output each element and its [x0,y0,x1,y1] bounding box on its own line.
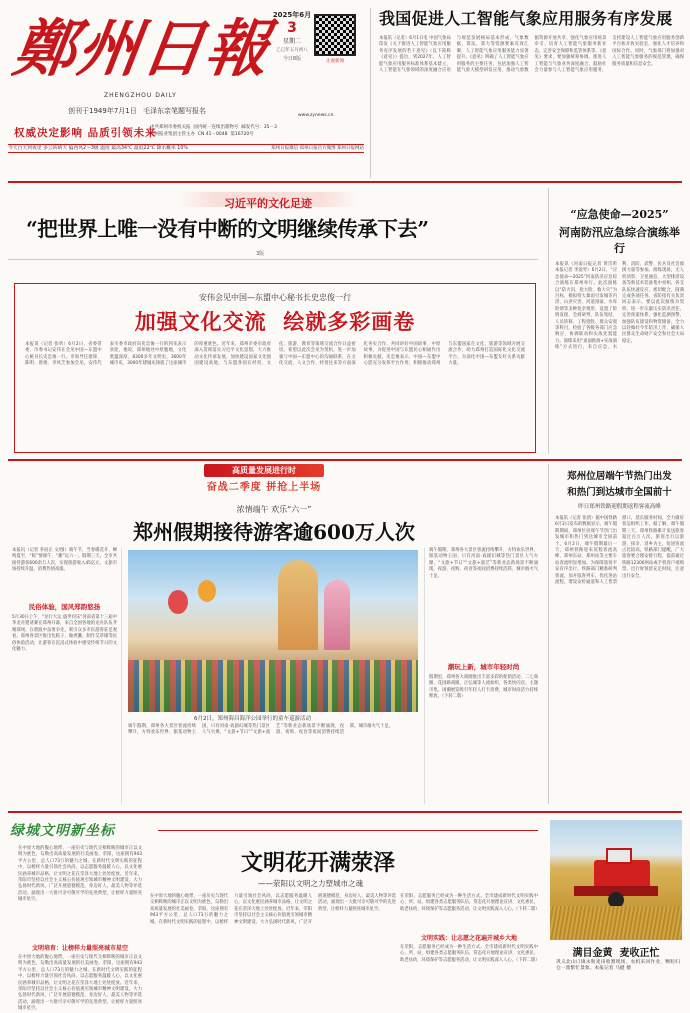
feature1-headline[interactable]: “把世界上唯一没有中断的文明继续传承下去” [26,217,429,241]
meeting-text: 本报讯（记者 张昕）6月2日，省委常委、市委书记安伟在会见中国—东盟中心秘书长史忠俊一行。市领导任建锋、陈明、唐俊、李风芝参加会见。安伟代表市委市政府向史忠俊一行的到来表示欢迎，他说，郑州地处中原腹地，文化底蕴深厚，8300多年文明史、3600年城市史、3000年建城史铸就了这座城市的厚重底色。近年来，郑州市委市政府深入贯彻落实习近平文化思想，大力推动文化传承发展，加快建设国家文化强国建设高地，与东盟各国在经贸、文化、旅游、教育等领域交流合作日益密切。希望以此次会见为契机，进一步加强与中国—东盟中心的沟通联系，在文化交流、人文合作、经贸往来等方面深化务实合作，共同讲好中国故事、中原故事，为促进中国与东盟民心相通作出积极贡献。史忠俊表示，中国—东盟中心愿充分发挥平台作用，积极推动郑州与东盟国家在文化、旅游等领域开展交流合作，助力郑州打造国际化文化交流平台，为深化中国—东盟友好关系贡献力量。 [25,342,525,367]
feature3-column-text: 绿城文明新坐标 [10,823,115,839]
pages: 今日8版 [282,56,302,62]
castle-tower-shape [278,560,318,650]
feature3-right [400,894,538,990]
feature2-banner-text: 高质量发展进行时 [232,466,296,475]
divider-mid [8,459,682,461]
top-story [370,8,684,178]
feature2-text4: 假期里，郑州各大商圈推出丰富多彩的促销活动，二七商圈、花园路商圈、正弘城等人流如织，各类快闪店、主题市集、国潮展览吸引年轻人打卡消费，城市时尚活力持续释放。（下转二版） [429,675,538,700]
feature2-banner [204,464,324,477]
side2-headline2[interactable]: 和热门到达城市全国前十 [567,487,672,498]
feature1-jump: 3版 [256,251,265,257]
publisher-info [150,125,364,138]
issue-number: 第16720号 [230,131,254,137]
founded [68,106,206,116]
publisher: 中共郑州市委机关报 [150,125,191,130]
harvest-caption-title: 满目金黄 麦收正忙 [572,948,660,959]
date-block [270,10,314,62]
feature1-kicker-text: 习近平的文化足迹 [224,197,312,210]
feature3 [8,814,682,1012]
top-story-title[interactable]: 我国促进人工智能气象应用服务有序发展 [379,9,673,28]
side2-text: 本报讯（记者 张倩）据中国铁路6月2日发布的数据显示，端午假期期间，郑州位居端午节热门出发城市和热门到达城市全国前十。6月2日，端午假期最后一天，郑州铁路迎来返程客流高峰，郑州东站、郑州站等主要车站客流明显增加。为保障旅客平安有序出行，铁路部门精准研判客流，加开临客列车，优化进站流程，增设安检通道和人工售票窗口，延长服务时间，全力做好客运组织工作。据了解，端午假期三天，郑州铁路累计发送旅客超过百万人次，旅客出行以旅游、探亲、返乡为主，短途客流占比较高。铁路部门提醒，广大旅客要合理安排行程，提前通过铁路12306网站或手机客户端购票，出行时预留充足时间，注意出行安全。 [555,516,684,586]
feature3-sub1: 文明培育：让榜样力量照亮城市星空 [31,945,128,952]
meeting-box [14,283,536,453]
harvester-cab-shape [606,848,632,864]
issn: 国内统一连续出版物号 [193,125,239,130]
qr-code-icon [314,14,356,56]
feature2-text: 本报讯（记者 李居正 文/图）端午节，当春暖花开、蝉鸣夏至，“粽”情端午、“趣”玩六一。假期三天，全市共接待游客600余万人次，实现旅游收入45亿元，文旅市场持续升温，消费热情高涨。 [12,548,117,573]
feature2-kicker: 浓情端午 欢乐“六一” [236,505,312,514]
balloon-shape [168,590,188,614]
feature3-headline[interactable]: 文明花开满荥泽 [240,850,395,876]
feature2-text2: 5月30日上午，“龙行大运 盛世同乐”河南省第十三届中华龙舟邀请赛在郑州开幕，来自全国各地的龙舟队伍齐聚郑州，在碧波中奋勇争先，吸引众多市民游客驻足观看。郑州各景区推出包粽子、做香囊、制作艾草锤等民俗体验活动，让游客在沉浸式体验中感受传统节日的文化魅力。 [12,615,117,653]
divider-bottom [8,811,682,813]
cn-number: CN 41－0048 [197,131,228,137]
info-bar [8,144,364,153]
social-text: 郑州日报微信 郑州日报官方微博 郑州日报网站 [271,146,364,151]
feature3-rule [158,830,538,831]
slogan: 权威决定影响 品质引领未来 [14,127,157,139]
feature2-right [424,548,538,804]
feature3-subhead: ——荥阳以文明之力塑城市之魂 [258,879,363,888]
side1-headline1[interactable]: “应急使命—2025” [570,208,669,221]
feature3-column-tag [10,820,160,842]
side2 [548,464,684,804]
tourism-photo [128,550,418,712]
side2-subhead: 昨日郑州铁路迎假期返程客流高峰 [578,504,661,510]
feature3-text-cont: 在中原大地的腹心地带，一座历史与现代交相辉映的城市正以文明为底色，勾勒出高质量发展的壮美画卷。荥阳，这座拥有943平方公里、总人口73万的魅力之城，在新时代文明实践的征程中，以榜样力量引领社会风尚，以志愿服务温暖人心，以文化惠民涵养城市品格，让文明之花在荥泽大地上处处绽放。近年来，荥阳市坚持以社会主义核心价值观引领城市精神文明建设，大力弘扬时代新风，广泛开展道德模范、身边好人、最美人物等评选活动，涌现出一大批可亲可敬可学的先进典型，让榜样力量照亮城市星空。 [18,955,142,1012]
feature3-text2: 在荥阳，志愿服务已经成为一种生活方式。全市建成新时代文明实践中心、所、站，组建各类志愿服务队伍，常态化开展理论宣讲、文化惠民、助老扶幼、环境保护等志愿服务活动，让文明实践深入人心。（下转二版） [400,945,540,963]
publisher2: 郑州报业集团主管主办 [150,131,195,137]
feature1-kicker [178,192,358,210]
feature2-sub2: 潮玩上新，城市年轻时尚 [447,663,520,671]
feature3-sub2: 文明实践：让志愿之花遍开城乡大地 [420,935,517,942]
meeting-subtitle: 安伟会见中国—东盟中心秘书长史忠俊一行 [199,293,351,302]
feature2-banner-sub: 奋战二季度 拼抢上半场 [206,482,322,493]
logo-en: ZHENGZHOU DAILY [104,92,177,99]
feature2-text-right: 端午假期，郑州各大景区客流持续攀升，方特欢乐世界、银基动物王国、只有河南·戏剧幻城等热门景区人气火爆，“文旅+节日”“文旅+演艺”等新业态新场景不断涌现，夜游、夜购、夜食等夜间消费持续活跃，城市烟火气十足。 [429,548,538,579]
harvest-caption: 巩义北山口镇永和麦田收割现场，农机来回作业，颗粒归仓一派繁忙景象。本报记者 马健 摄 [556,960,680,972]
lunar: 乙巳年五月初八 [276,48,308,53]
wheat-field-shape [550,906,682,940]
harvest-photo [550,820,682,940]
meeting-headline[interactable]: 加强文化交流 绘就多彩画卷 [134,309,416,334]
balloon-shape-2 [198,580,216,602]
weather-text: 今天白天到夜里 多云转晴天 偏西风2～3级 温度 最高34℃ 最低22℃ 降水概率 10% [8,146,188,151]
feature2-text3: 端午假期，郑州各大景区客流持续攀升，方特欢乐世界、银基动物王国、只有河南·戏剧幻城等热门景区人气火爆，“文旅+节日”“文旅+演艺”等新业态新场景不断涌现，夜游、夜购、夜食等夜间消费持续活跃，城市烟火气十足。 [128,724,393,736]
feature2-sub1: 民俗体验，国风郑韵悠扬 [28,603,101,611]
site[interactable]: www.zynews.cn [298,113,334,118]
feature2-headline[interactable]: 郑州假期接待游客逾600万人次 [133,520,415,544]
feature2-left [12,548,122,804]
feature3-text: 在中原大地的腹心地带，一座历史与现代交相辉映的城市正以文明为底色，勾勒出高质量发展的壮美画卷。荥阳，这座拥有943平方公里、总人口73万的魅力之城，在新时代文明实践的征程中，以榜样力量引领社会风尚，以志愿服务温暖人心，以文化惠民涵养城市品格，让文明之花在荥泽大地上处处绽放。近年来，荥阳市坚持以社会主义核心价值观引领城市精神文明建设，大力弘扬时代新风，广泛开展道德模范、身边好人、最美人物等评选活动，涌现出一大批可亲可敬可学的先进典型，让榜样力量照亮城市星空。 [18,846,142,903]
divider-top [8,181,682,183]
founded-date: 创刊于1949年7月1日 [68,107,137,115]
feature3-left [18,846,142,1012]
post-code: 邮发代号：35－3 [241,125,277,130]
side1 [548,188,684,454]
feature2 [8,462,540,806]
weekday: 星期二 [282,38,301,45]
masthead [8,6,364,178]
inscription: 毛泽东亲笔题写报名 [142,107,206,115]
side1-text: 本报讯（河南日报记者 黄岱昕 本报记者 李爱琴）6月2日，“应急使命—2025”河南防汛应急综合演练在郑州举行。此次演练以“防大汛、抢大险、救大灾”为目标，模拟特大暴雨引发城市内涝、山洪灾害、河道漫溢、水库险情等多种复杂情形，设置了险情发现、会商研判、队伍集结、人员转移、工程抢险、群众安置等科目，检验了各级各部门应急响应、协调联动和实战处置能力。演练采用“桌面推演+实战演练”方式进行，来自应急、水利、消防、武警、民兵及社会救援力量等参加。演练现场，无人机侦察、卫星通信、大型排涝设备等新技术装备集中亮相，各支队伍快速反应、密切配合，圆满完成各项任务。省防指有关负责同志表示，要以此次演练为契机，进一步压紧压实防汛责任，完善预案体系，强化监测预警，加强队伍建设和物资储备，全力以赴做好今年防汛工作，确保人民群众生命财产安全和社会大局稳定。 [555,262,684,351]
feature1 [8,186,538,260]
logo: 鄭州日報 [8,12,276,85]
top-story-text: 本报讯（记者）6月1日电 中国气象局印发《关于推进人工智能气象应用服务有序发展的若干意见》（以下简称《意见》）提出，到2027年，人工智能气象应用服务标准体系基本建立，人工智能在气象领域的深度融合应用与规范发展格局基本形成，气象数据、算法、算力等资源要素有效汇聚，人工智能气象应用服务能力显著提升。《意见》明确了人工智能气象应用服务的主要任务，包括加强人工智能气象大模型研发应用、推动气象数据资源开放共享、强化气象应用场景牵引、培育人工智能气象服务新业态、完善安全保障和监管体系等。《意见》要求，要加强统筹协调，推进人工智能与气象业务深度融合，鼓励社会力量参与人工智能气象应用服务，支持建设人工智能气象应用服务创新平台和开放实验室，强化人才培养和国际合作。同时，气象部门将加强对人工智能气象服务的规范管理，确保服务质量和信息安全。 [379,36,684,74]
tourism-photo-caption: 6月2日，郑州海昌海洋公园举行的童车巡游活动 [194,716,312,722]
castle-tower-shape-2 [324,580,350,650]
side1-headline2[interactable]: 河南防汛应急综合演练举行 [559,226,680,255]
feature3-text-right: 在荥阳，志愿服务已经成为一种生活方式。全市建成新时代文明实践中心、所、站，组建各类志愿服务队伍，常态化开展理论宣讲、文化惠民、助老扶幼、环境保护等志愿服务活动，让文明实践深入人心。（下转二版） [400,894,540,912]
year-month: 2025年6月 [272,11,312,19]
feature3-text-mid: 在中原大地的腹心地带，一座历史与现代交相辉映的城市正以文明为底色，勾勒出高质量发展的壮美画卷。荥阳，这座拥有943平方公里、总人口73万的魅力之城，在新时代文明实践的征程中，以榜样力量引领社会风尚，以志愿服务温暖人心，以文化惠民涵养城市品格，让文明之花在荥泽大地上处处绽放。近年来，荥阳市坚持以社会主义核心价值观引领城市精神文明建设，大力弘扬时代新风，广泛开展道德模范、身边好人、最美人物等评选活动，涌现出一大批可亲可敬可学的先进典型，让榜样力量照亮城市星空。 [150,894,396,925]
side2-headline1[interactable]: 郑州位居端午节热门出发 [567,471,672,482]
qr-caption: 正观新闻 [326,59,344,64]
crowd-shape [128,660,418,712]
day: 3 [287,20,297,36]
